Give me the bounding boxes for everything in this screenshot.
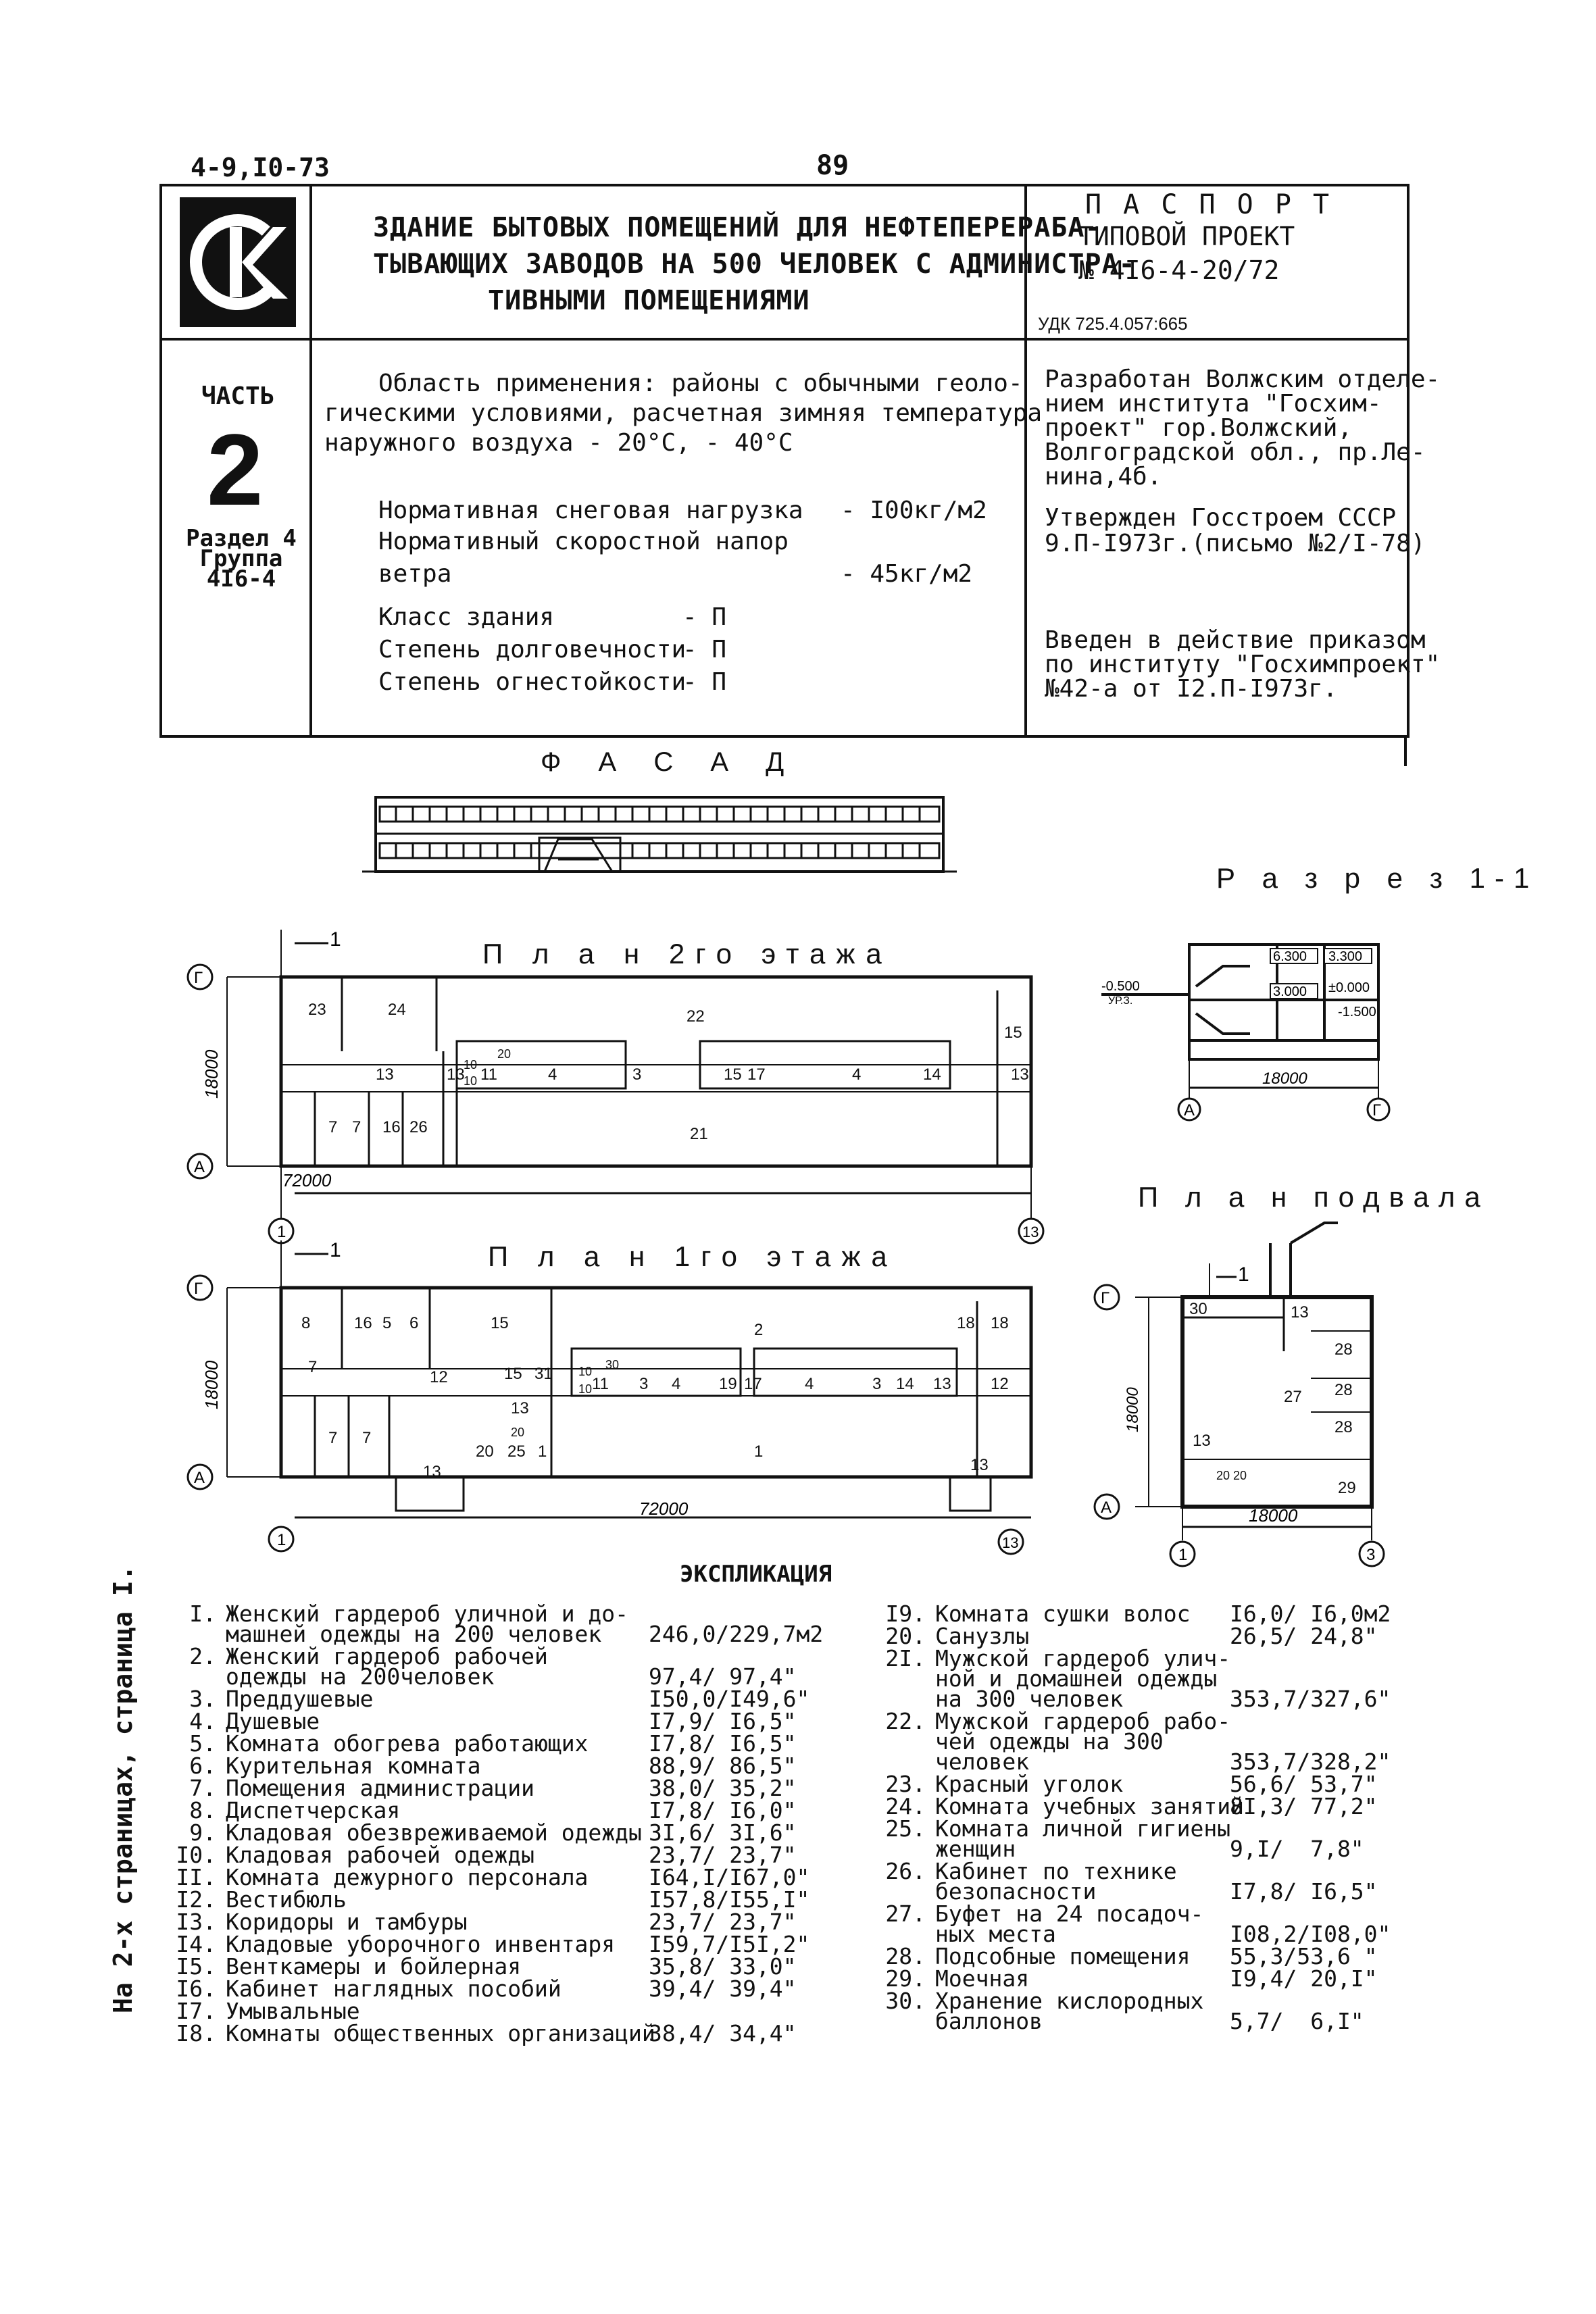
plan1-axis-a: А xyxy=(194,1469,205,1487)
explication-number: 8. xyxy=(189,1797,216,1823)
snow-load-label: Нормативная снеговая нагрузка xyxy=(378,497,803,524)
durability-label: Степень долговечности xyxy=(378,636,687,663)
part-number: 2 xyxy=(207,413,264,526)
explication-number: 6. xyxy=(189,1753,216,1779)
plan2-dim-18000: 18000 xyxy=(201,1049,222,1099)
explication-name: Мужской гардероб улич- xyxy=(935,1645,1231,1671)
explication-area: 353,7/328,2" xyxy=(1230,1749,1391,1775)
explication-area: I9,4/ 20,I" xyxy=(1230,1965,1378,1992)
explication-number: 20. xyxy=(885,1623,926,1649)
svg-text:13: 13 xyxy=(423,1463,441,1481)
basement-axis-1: 1 xyxy=(1178,1546,1188,1564)
wind-load-value: - 45кг/м2 xyxy=(841,560,973,588)
explication-name: Умывальные xyxy=(226,1998,360,2024)
section-title: Р а з р е з 1-1 xyxy=(1216,862,1539,894)
explication-name: Душевые xyxy=(226,1708,320,1734)
project-number: № 4I6-4-20/72 xyxy=(1078,255,1280,285)
svg-text:21: 21 xyxy=(690,1125,708,1143)
elev-m1500: -1.500 xyxy=(1338,1005,1376,1020)
explication-name: Диспетчерская xyxy=(226,1797,401,1823)
explication-number: 3. xyxy=(189,1686,216,1712)
svg-text:25: 25 xyxy=(507,1442,526,1461)
explication-number: II. xyxy=(176,1864,216,1890)
basement-drawing xyxy=(1081,1216,1405,1594)
explication-left xyxy=(176,1603,865,2062)
svg-text:7: 7 xyxy=(352,1118,361,1136)
svg-text:11: 11 xyxy=(592,1375,609,1393)
svg-text:15: 15 xyxy=(491,1314,509,1332)
svg-text:13: 13 xyxy=(447,1065,465,1084)
application-area: Область применения: районы с обычными геоло- гическими условиями, расчетная зимняя температура наружного воздуха - 20°C, - 40°C xyxy=(324,370,1043,457)
explication-area: I64,I/I67,0" xyxy=(649,1864,810,1890)
svg-text:14: 14 xyxy=(923,1065,941,1084)
explication-area: 8I,3/ 77,2" xyxy=(1230,1793,1378,1819)
svg-text:20: 20 xyxy=(511,1426,525,1439)
enactment-info: Введен в действие приказом по институту "Госхимпроект" №42-а от I2.П-I973г. xyxy=(1045,626,1441,703)
section-axis-a: А xyxy=(1184,1101,1195,1120)
svg-text:20: 20 xyxy=(1233,1469,1247,1482)
explication-name: человек xyxy=(935,1749,1030,1775)
snow-load-value: - I00кг/м2 xyxy=(841,497,987,524)
svg-text:26: 26 xyxy=(409,1118,428,1136)
explication-name: безопасности xyxy=(935,1878,1097,1905)
explication-name: ных места xyxy=(935,1921,1056,1947)
svg-text:13: 13 xyxy=(933,1375,951,1393)
explication-name: Кладовая рабочей одежды xyxy=(226,1842,534,1868)
explication-number: 22. xyxy=(885,1708,926,1734)
explication-name: Мужской гардероб рабо- xyxy=(935,1708,1231,1734)
plan2-dim-72000: 72000 xyxy=(282,1170,332,1190)
explication-name: баллонов xyxy=(935,2008,1043,2034)
explication-name: Преддушевые xyxy=(226,1686,374,1712)
explication-name: Коридоры и тамбуры xyxy=(226,1909,468,1935)
svg-text:13: 13 xyxy=(970,1456,989,1474)
explication-name: Комнаты общественных организаций xyxy=(226,2020,655,2046)
plan2-axis-a: А xyxy=(194,1158,205,1176)
part-label: ЧАСТЬ xyxy=(201,382,275,410)
explication-name: Венткамеры и бойлерная xyxy=(226,1953,522,1980)
svg-text:23: 23 xyxy=(308,1001,326,1019)
explication-area: 9,I/ 7,8" xyxy=(1230,1836,1364,1862)
explication-number: 24. xyxy=(885,1793,926,1819)
plan2-drawing xyxy=(173,923,1045,1247)
basement-axis-g: Г xyxy=(1101,1289,1109,1307)
explication-number: I2. xyxy=(176,1886,216,1913)
svg-text:13: 13 xyxy=(511,1399,529,1417)
basement-dim-vertical: 18000 xyxy=(1124,1387,1142,1432)
svg-text:30: 30 xyxy=(1189,1300,1207,1318)
svg-text:19: 19 xyxy=(719,1375,737,1393)
svg-text:7: 7 xyxy=(328,1118,338,1136)
plan1-dim-72000: 72000 xyxy=(639,1499,689,1519)
svg-text:4: 4 xyxy=(805,1375,814,1393)
elev-6300: 6.300 xyxy=(1273,949,1307,964)
explication-name: Хранение кислородных xyxy=(935,1988,1204,2014)
explication-area: I7,9/ I6,5" xyxy=(649,1708,797,1734)
svg-text:4: 4 xyxy=(548,1065,557,1084)
explication-area: I7,8/ I6,5" xyxy=(1230,1878,1378,1905)
svg-text:10: 10 xyxy=(464,1074,478,1088)
svg-text:14: 14 xyxy=(896,1375,914,1393)
plan2-title: П л а н 2го этажа xyxy=(482,938,893,970)
svg-text:24: 24 xyxy=(388,1001,406,1019)
explication-area: 3I,6/ 3I,6" xyxy=(649,1819,797,1846)
basement-axis-3: 3 xyxy=(1366,1546,1376,1564)
basement-title: П л а н подвала xyxy=(1138,1181,1490,1213)
explication-area: 353,7/327,6" xyxy=(1230,1686,1391,1712)
explication-name: Кабинет наглядных пособий xyxy=(226,1976,562,2002)
explication-number: 2. xyxy=(189,1643,216,1669)
explication-number: I4. xyxy=(176,1931,216,1957)
explication-number: I5. xyxy=(176,1953,216,1980)
svg-text:4: 4 xyxy=(852,1065,862,1084)
explication-area: I7,8/ I6,5" xyxy=(649,1730,797,1757)
explication-name: Санузлы xyxy=(935,1623,1030,1649)
svg-text:3: 3 xyxy=(872,1375,882,1393)
explication-area: 23,7/ 23,7" xyxy=(649,1842,797,1868)
explication-number: 5. xyxy=(189,1730,216,1757)
svg-text:7: 7 xyxy=(328,1429,338,1447)
svg-text:13: 13 xyxy=(1291,1303,1309,1322)
svg-text:10: 10 xyxy=(578,1365,593,1378)
developer-info: Разработан Волжским отделе- нием института "Госхим- проект" гор.Волжский, Волгоградской обл., пр.Ле- нина,4б. xyxy=(1045,366,1441,491)
explication-area: 35,8/ 33,0" xyxy=(649,1953,797,1980)
explication-name: Комната дежурного персонала xyxy=(226,1864,589,1890)
svg-text:13: 13 xyxy=(1011,1065,1029,1084)
explication-area: I08,2/I08,0" xyxy=(1230,1921,1391,1947)
svg-text:18: 18 xyxy=(957,1314,975,1332)
explication-name: Красный уголок xyxy=(935,1771,1124,1797)
explication-area: I6,0/ I6,0м2 xyxy=(1230,1601,1391,1627)
explication-name: Курительная комната xyxy=(226,1753,481,1779)
svg-text:2: 2 xyxy=(754,1321,764,1339)
explication-name: Кладовые уборочного инвентаря xyxy=(226,1931,616,1957)
explication-title: ЭКСПЛИКАЦИЯ xyxy=(680,1561,832,1588)
project-type: ТИПОВОЙ ПРОЕКТ xyxy=(1078,222,1295,251)
explication-name: Вестибюль xyxy=(226,1886,347,1913)
section-group: Раздел 4 Группа 4I6-4 xyxy=(186,525,297,593)
svg-text:12: 12 xyxy=(430,1368,448,1386)
explication-number: I3. xyxy=(176,1909,216,1935)
explication-number: I8. xyxy=(176,2020,216,2046)
explication-area: I7,8/ I6,0" xyxy=(649,1797,797,1823)
svg-text:16: 16 xyxy=(382,1118,401,1136)
explication-name: Кабинет по технике xyxy=(935,1858,1177,1884)
explication-number: 7. xyxy=(189,1775,216,1801)
svg-text:18: 18 xyxy=(991,1314,1009,1332)
explication-right xyxy=(878,1603,1432,2062)
explication-name: Женский гардероб уличной и до- xyxy=(226,1601,629,1627)
page-number: 89 xyxy=(816,150,849,181)
plan1-axis-13: 13 xyxy=(1002,1534,1019,1551)
svg-text:10: 10 xyxy=(464,1058,478,1072)
svg-text:20: 20 xyxy=(1216,1469,1230,1482)
explication-name: Женский гардероб рабочей xyxy=(226,1643,548,1669)
explication-name: Комната сушки волос xyxy=(935,1601,1191,1627)
plan2-axis-13: 13 xyxy=(1022,1224,1039,1240)
explication-number: 25. xyxy=(885,1815,926,1842)
explication-number: I0. xyxy=(176,1842,216,1868)
explication-number: I9. xyxy=(885,1601,926,1627)
approval-info: Утвержден Госстроем СССР 9.П-I973г.(письмо №2/I-78) xyxy=(1045,504,1426,557)
explication-area: 246,0/229,7м2 xyxy=(649,1621,824,1647)
explication-area: 39,4/ 39,4" xyxy=(649,1976,797,2002)
explication-area: 38,4/ 34,4" xyxy=(649,2020,797,2046)
explication-area: I50,0/I49,6" xyxy=(649,1686,810,1712)
svg-text:6: 6 xyxy=(409,1314,419,1332)
svg-text:12: 12 xyxy=(991,1375,1009,1393)
wind-load-label-2: ветра xyxy=(378,560,452,588)
svg-text:27: 27 xyxy=(1284,1388,1302,1406)
plan2-axis-g: Г xyxy=(194,969,203,987)
explication-name: чей одежды на 300 xyxy=(935,1728,1164,1755)
svg-text:7: 7 xyxy=(362,1429,372,1447)
svg-text:15: 15 xyxy=(504,1365,522,1383)
plan2-cut: 1 xyxy=(330,928,341,951)
svg-text:17: 17 xyxy=(747,1065,766,1084)
svg-text:8: 8 xyxy=(301,1314,311,1332)
explication-number: 26. xyxy=(885,1858,926,1884)
elev-m0500: -0.500 xyxy=(1101,979,1140,994)
svg-text:1: 1 xyxy=(754,1442,764,1461)
explication-area: 26,5/ 24,8" xyxy=(1230,1623,1378,1649)
explication-number: 29. xyxy=(885,1965,926,1992)
svg-text:13: 13 xyxy=(1193,1432,1211,1450)
svg-text:3: 3 xyxy=(639,1375,649,1393)
explication-area: 88,9/ 86,5" xyxy=(649,1753,797,1779)
plan1-title: П л а н 1го этажа xyxy=(488,1240,898,1272)
explication-area: 23,7/ 23,7" xyxy=(649,1909,797,1935)
class-value: - П xyxy=(682,603,727,631)
passport-label: П А С П О Р Т xyxy=(1085,189,1332,220)
explication-area: I59,7/I5I,2" xyxy=(649,1931,810,1957)
explication-area: I57,8/I55,I" xyxy=(649,1886,810,1913)
svg-text:20: 20 xyxy=(497,1047,512,1061)
explication-area: 97,4/ 97,4" xyxy=(649,1663,797,1690)
section-axis-g: Г xyxy=(1372,1101,1381,1120)
explication-name: Комната обогрева работающих xyxy=(226,1730,589,1757)
basement-cut: 1 xyxy=(1238,1263,1249,1286)
explication-number: I7. xyxy=(176,1998,216,2024)
building-title: ЗДАНИЕ БЫТОВЫХ ПОМЕЩЕНИЙ ДЛЯ НЕФТЕПЕРЕРАБА- ТЫВАЮЩИХ ЗАВОДОВ НА 500 ЧЕЛОВЕК С АДМИНИСТРА- ТИВНЫМИ ПОМЕЩЕНИЯМИ xyxy=(373,212,1136,316)
explication-number: 4. xyxy=(189,1708,216,1734)
svg-text:29: 29 xyxy=(1338,1479,1356,1497)
explication-number: 27. xyxy=(885,1901,926,1927)
explication-number: 9. xyxy=(189,1819,216,1846)
explication-name: одежды на 200человек xyxy=(226,1663,495,1690)
svg-text:15: 15 xyxy=(724,1065,742,1084)
explication-name: ной и домашней одежды xyxy=(935,1665,1218,1692)
explication-number: 23. xyxy=(885,1771,926,1797)
svg-text:15: 15 xyxy=(1004,1024,1022,1042)
svg-text:28: 28 xyxy=(1335,1381,1353,1399)
explication-name: Моечная xyxy=(935,1965,1030,1992)
svg-text:11: 11 xyxy=(480,1065,497,1084)
svg-text:22: 22 xyxy=(687,1007,705,1026)
explication-number: I. xyxy=(189,1601,216,1627)
explication-area: 5,7/ 6,I" xyxy=(1230,2008,1364,2034)
series-code: 4-9,I0-73 xyxy=(191,153,330,182)
svg-text:28: 28 xyxy=(1335,1340,1353,1359)
elev-3300: 3.300 xyxy=(1328,949,1363,964)
svg-text:30: 30 xyxy=(605,1358,620,1372)
explication-name: Подсобные помещения xyxy=(935,1943,1191,1969)
ck-logo xyxy=(180,197,296,327)
plan2-axis-1: 1 xyxy=(277,1223,286,1241)
explication-area: 55,3/53,6 " xyxy=(1230,1943,1378,1969)
facade-drawing xyxy=(362,792,957,886)
svg-text:5: 5 xyxy=(382,1314,392,1332)
explication-name: Буфет на 24 посадоч- xyxy=(935,1901,1204,1927)
explication-area: 38,0/ 35,2" xyxy=(649,1775,797,1801)
svg-text:13: 13 xyxy=(376,1065,394,1084)
svg-text:31: 31 xyxy=(534,1365,553,1383)
explication-name: Комната личной гигиены xyxy=(935,1815,1231,1842)
elev-3000: 3.000 xyxy=(1273,984,1307,999)
svg-text:17: 17 xyxy=(744,1375,762,1393)
svg-text:4: 4 xyxy=(672,1375,681,1393)
explication-name: Помещения администрации xyxy=(226,1775,534,1801)
plan1-axis-g: Г xyxy=(194,1280,203,1298)
svg-text:20: 20 xyxy=(476,1442,494,1461)
basement-dim-18000: 18000 xyxy=(1249,1505,1298,1526)
fire-label: Степень огнестойкости xyxy=(378,668,687,696)
svg-text:28: 28 xyxy=(1335,1418,1353,1436)
fire-value: - П xyxy=(682,668,727,696)
explication-name: машней одежды на 200 человек xyxy=(226,1621,602,1647)
udk-code: УДК 725.4.057:665 xyxy=(1038,313,1188,334)
explication-number: 30. xyxy=(885,1988,926,2014)
side-note: На 2-х страницах, страница I. xyxy=(108,1565,138,2013)
basement-axis-a: А xyxy=(1101,1499,1112,1517)
explication-number: 28. xyxy=(885,1943,926,1969)
plan1-dim-18000: 18000 xyxy=(201,1360,222,1409)
section-drawing xyxy=(1101,919,1405,1122)
durability-value: - П xyxy=(682,636,727,663)
plan1-axis-1: 1 xyxy=(277,1531,286,1549)
section-dim: 18000 xyxy=(1262,1070,1307,1088)
explication-area: 56,6/ 53,7" xyxy=(1230,1771,1378,1797)
svg-text:7: 7 xyxy=(308,1358,318,1376)
class-label: Класс здания xyxy=(378,603,555,631)
svg-text:10: 10 xyxy=(578,1382,593,1396)
svg-text:1: 1 xyxy=(538,1442,547,1461)
elev-ground: УР.З. xyxy=(1108,995,1133,1007)
explication-name: Комната учебных занятий xyxy=(935,1793,1244,1819)
plan1-drawing xyxy=(173,1234,1045,1558)
explication-name: женщин xyxy=(935,1836,1016,1862)
facade-title: Ф А С А Д xyxy=(541,747,799,777)
svg-text:3: 3 xyxy=(632,1065,642,1084)
explication-name: Кладовая обезвреживаемой одежды xyxy=(226,1819,642,1846)
plan1-cut: 1 xyxy=(330,1239,341,1261)
explication-number: 2I. xyxy=(885,1645,926,1671)
explication-number: I6. xyxy=(176,1976,216,2002)
wind-load-label: Нормативный скоростной напор xyxy=(378,528,789,555)
svg-text:16: 16 xyxy=(354,1314,372,1332)
explication-name: на 300 человек xyxy=(935,1686,1124,1712)
elev-0000: ±0.000 xyxy=(1328,980,1370,995)
